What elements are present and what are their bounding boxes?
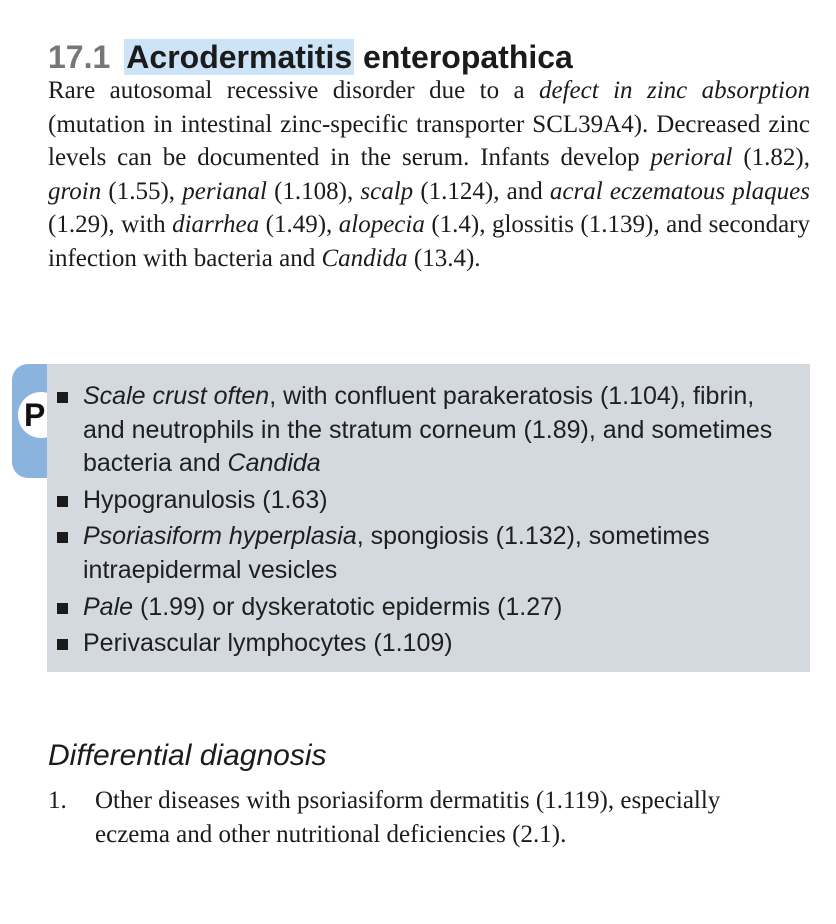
intro-text: (1.124), and (413, 177, 550, 205)
differential-list (48, 784, 788, 851)
intro-emphasis: acral eczematous plaques (549, 177, 811, 205)
bullet-square-icon (57, 603, 68, 614)
intro-text: (1.108), (266, 177, 361, 205)
bullet-square-icon (57, 392, 68, 403)
pathology-tab-letter: P (18, 392, 64, 438)
intro-emphasis: scalp (360, 177, 414, 205)
item-text: , spongiosis (1.132), sometimes intraepidermal vesicles (83, 522, 710, 584)
intro-emphasis: defect in zinc absorption (539, 77, 810, 104)
intro-emphasis: groin (48, 177, 102, 205)
item-text: , with confluent parakeratosis (1.104), fibrin, and neutrophils in the stratum corneum (1.89), and sometimes bacteria and (83, 382, 773, 478)
pathology-box (47, 364, 810, 672)
intro-text: (1.29), with (48, 211, 173, 239)
intro-text: (13.4). (407, 244, 481, 272)
intro-text: (1.82), (732, 144, 810, 172)
intro-emphasis: perianal (182, 177, 267, 205)
bullet-square-icon (57, 532, 68, 543)
differential-title: Differential diagnosis (48, 739, 327, 772)
intro-text: Rare autosomal recessive disorder due to a (48, 77, 540, 104)
bullet-square-icon (57, 496, 68, 507)
intro-emphasis: perioral (650, 144, 733, 172)
list-item (47, 484, 790, 518)
item-emphasis: Psoriasiform hyperplasia (83, 522, 357, 551)
title-rest: enteropathica (363, 39, 573, 76)
intro-text: (1.49), (259, 211, 339, 239)
intro-text: (1.4), glossitis (1.139), and secondary infection with bacteria and (48, 211, 810, 272)
item-emphasis: Pale (83, 592, 134, 621)
intro-paragraph (48, 74, 810, 276)
list-item (47, 520, 790, 587)
item-number: 1. (48, 787, 67, 814)
intro-emphasis: alopecia (338, 211, 425, 239)
list-item (47, 591, 790, 625)
intro-emphasis: diarrhea (172, 211, 260, 239)
item-emphasis: Scale crust often (83, 382, 270, 410)
item-emphasis: Candida (227, 449, 321, 478)
list-item (48, 784, 788, 851)
intro-text: (mutation in intestinal zinc-specific transporter SCL39A4). Decreased zinc levels can be documented in the serum. Infants develop (48, 110, 810, 172)
pathology-list (47, 364, 810, 661)
bullet-square-icon (57, 639, 68, 650)
highlighted-title-word[interactable]: Acrodermatitis (126, 39, 353, 76)
intro-text: (1.55), (101, 177, 183, 205)
list-item (47, 380, 790, 481)
item-text: Other diseases with psoriasiform dermatitis (1.119), especially eczema and other nutritional deficiencies (2.1). (95, 787, 721, 848)
list-item (47, 627, 790, 661)
section-number: 17.1 (48, 39, 111, 76)
item-text: Perivascular lymphocytes (1.109) (83, 629, 453, 658)
item-text: Hypogranulosis (1.63) (83, 485, 328, 514)
item-text: (1.99) or dyskeratotic epidermis (1.27) (133, 592, 563, 621)
intro-emphasis: Candida (321, 244, 408, 272)
section-heading (48, 35, 573, 79)
